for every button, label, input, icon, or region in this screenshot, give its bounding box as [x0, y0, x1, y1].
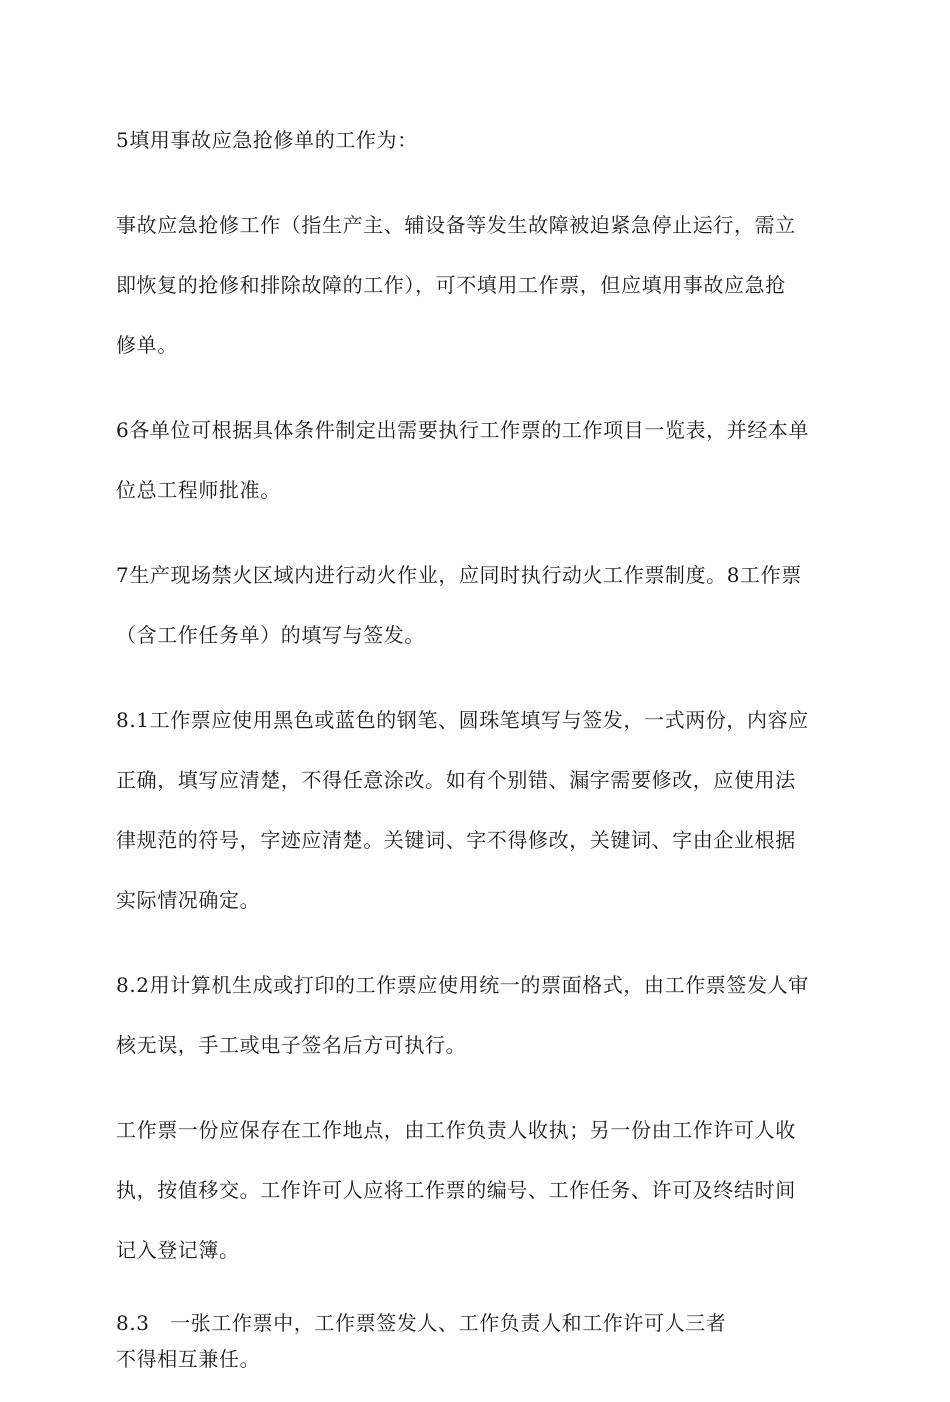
text-line: 正确，填写应清楚，不得任意涂改。如有个别错、漏字需要修改，应使用法: [116, 768, 796, 792]
paragraph-7-8: [116, 545, 846, 665]
text-line: 不得相互兼任。: [116, 1347, 261, 1371]
text-line: 实际情况确定。: [116, 888, 261, 912]
paragraph-8-2: [116, 955, 846, 1075]
text-line: 事故应急抢修工作（指生产主、辅设备等发生故障被迫紧急停止运行，需立: [116, 213, 796, 237]
text-line: 位总工程师批准。: [116, 478, 281, 502]
text-line: 8.3 一张工作票中，工作票签发人、工作负责人和工作许可人三者: [116, 1311, 727, 1335]
paragraph-5-detail: [116, 195, 846, 375]
text-line: 7生产现场禁火区域内进行动火作业，应同时执行动火工作票制度。8工作票: [116, 563, 802, 587]
text-line: 执，按值移交。工作许可人应将工作票的编号、工作任务、许可及终结时间: [116, 1178, 796, 1202]
paragraph-8-1: [116, 690, 846, 930]
text-line: 修单。: [116, 333, 178, 357]
paragraph-8-3: [116, 1305, 846, 1377]
paragraph-work-ticket-storage: [116, 1100, 846, 1280]
text-line: 工作票一份应保存在工作地点，由工作负责人收执；另一份由工作许可人收: [116, 1118, 796, 1142]
text-line: 8.2用计算机生成或打印的工作票应使用统一的票面格式，由工作票签发人审: [116, 973, 809, 997]
text-line: 记入登记簿。: [116, 1238, 240, 1262]
text-line: 5填用事故应急抢修单的工作为：: [116, 128, 418, 152]
text-line: 律规范的符号，字迹应清楚。关键词、字不得修改，关键词、字由企业根据: [116, 828, 796, 852]
text-line: 8.1工作票应使用黑色或蓝色的钢笔、圆珠笔填写与签发，一式两份，内容应: [116, 708, 809, 732]
paragraph-5: [116, 110, 846, 170]
paragraph-6: [116, 400, 846, 520]
text-line: 6各单位可根据具体条件制定出需要执行工作票的工作项目一览表，并经本单: [116, 418, 810, 442]
text-line: （含工作任务单）的填写与签发。: [116, 623, 425, 647]
text-line: 即恢复的抢修和排除故障的工作），可不填用工作票，但应填用事故应急抢: [116, 273, 786, 297]
document-body: [116, 110, 846, 1402]
text-line: 核无误，手工或电子签名后方可执行。: [116, 1033, 467, 1057]
